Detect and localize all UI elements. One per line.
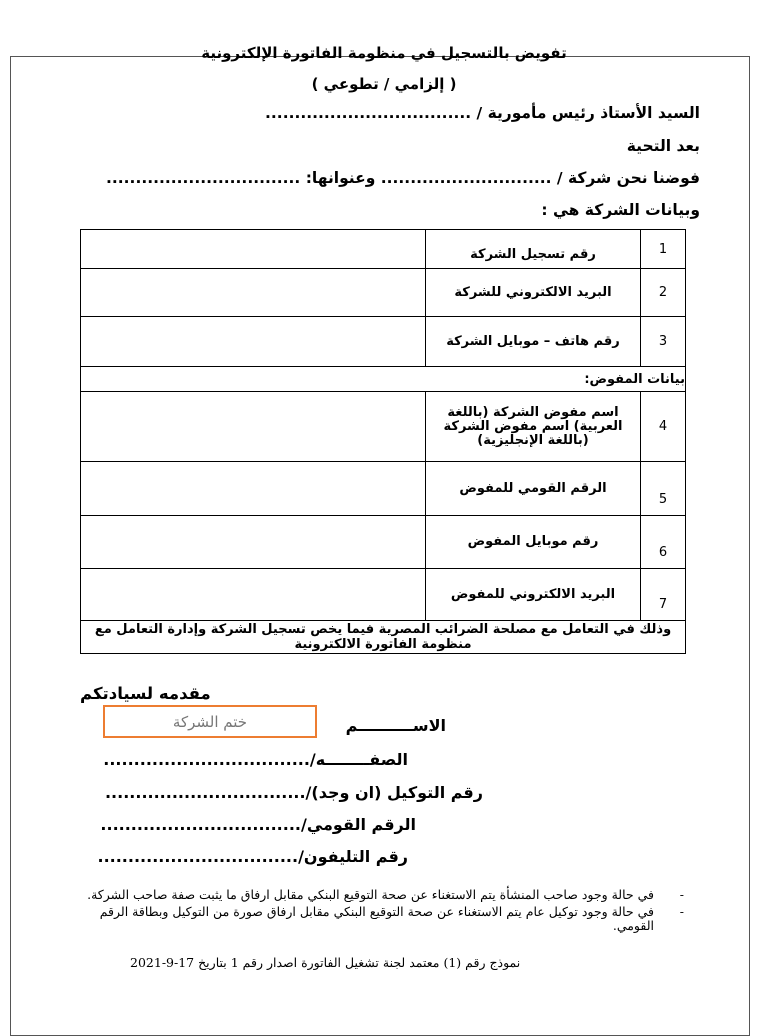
row-label: رقم هاتف – موبايل الشركة	[426, 317, 641, 367]
row-label: الرقم القومي للمفوض	[426, 462, 641, 516]
list-item	[60, 888, 700, 902]
form-approval-note: نموذج رقم (1) معتمد لجنة تشغيل الفاتورة اصدار رقم 1 بتاريخ 17-9-2021	[130, 955, 521, 970]
row-value-cell[interactable]	[81, 230, 426, 269]
row-label: اسم مفوض الشركة (باللغة العربية) اسم مفوض الشركة (باللغة الإنجليزية)	[426, 392, 641, 462]
document-subtitle: ( إلزامي / تطوعي )	[311, 75, 457, 93]
company-data-heading: وبيانات الشركة هي :	[541, 201, 700, 219]
row-number: 5	[641, 462, 686, 516]
row-number: 1	[641, 230, 686, 269]
row-number: 3	[641, 317, 686, 367]
row-value-cell[interactable]	[81, 269, 426, 317]
delegate-heading-row	[81, 367, 686, 392]
table-footer-row	[81, 621, 686, 654]
list-item	[60, 905, 700, 933]
row-label: البريد الالكتروني للشركة	[426, 269, 641, 317]
row-label: رقم تسجيل الشركة	[426, 230, 641, 269]
row-number: 4	[641, 392, 686, 462]
signature-national-id-line: الرقم القومي/.................................	[100, 815, 416, 834]
note-text: في حالة وجود صاحب المنشأة يتم الاستغناء عن صحة التوقيع البنكي مقابل ارفاق ما يثبت صفة صاحب الشركة.	[87, 887, 654, 902]
row-number: 7	[641, 569, 686, 621]
note-text: في حالة وجود توكيل عام يتم الاستغناء عن صحة التوقيع البنكي مقابل ارفاق صورة من التوكيل وبطاقة الرقم القومي.	[99, 904, 654, 933]
greeting-line: بعد التحية	[626, 137, 700, 155]
row-label: البريد الالكتروني للمفوض	[426, 569, 641, 621]
row-value-cell[interactable]	[81, 516, 426, 569]
company-data-table	[80, 229, 686, 654]
signature-title-line: الصفــــــــه/..................................	[103, 750, 408, 769]
signature-intro: مقدمه لسيادتكم	[80, 684, 211, 703]
table-row	[81, 269, 686, 317]
company-seal-box[interactable]: ختم الشركة	[103, 705, 317, 738]
row-value-cell[interactable]	[81, 569, 426, 621]
row-number: 6	[641, 516, 686, 569]
table-footer-text: وذلك في التعامل مع مصلحة الضرائب المصرية فيما يخص تسجيل الشركة وإدارة التعامل مع منظومة الفاتورة الالكترونية	[81, 621, 686, 654]
addressee-line: السيد الأستاذ رئيس مأمورية / ...................................	[265, 104, 700, 122]
row-value-cell[interactable]	[81, 392, 426, 462]
signature-poa-line: رقم التوكيل (ان وجد)/.................................	[104, 783, 483, 802]
row-value-cell[interactable]	[81, 317, 426, 367]
row-label: رقم موبايل المفوض	[426, 516, 641, 569]
signature-name-label: الاســــــــــم	[345, 716, 446, 735]
table-row	[81, 392, 686, 462]
document-title: تفويض بالتسجيل في منظومة الفاتورة الإلكترونية	[201, 44, 567, 62]
row-value-cell[interactable]	[81, 462, 426, 516]
notes-list	[60, 888, 700, 933]
bullet-dash: -	[679, 887, 684, 902]
row-number: 2	[641, 269, 686, 317]
table-row	[81, 317, 686, 367]
authorization-line: فوضنا نحن شركة / ............................. وعنوانها: .................................	[106, 169, 700, 187]
table-row	[81, 516, 686, 569]
table-row	[81, 230, 686, 269]
bullet-dash: -	[679, 904, 684, 919]
table-row	[81, 462, 686, 516]
delegate-heading: بيانات المفوض:	[81, 367, 686, 392]
signature-phone-line: رقم التليفون/.................................	[97, 847, 408, 866]
table-row	[81, 569, 686, 621]
